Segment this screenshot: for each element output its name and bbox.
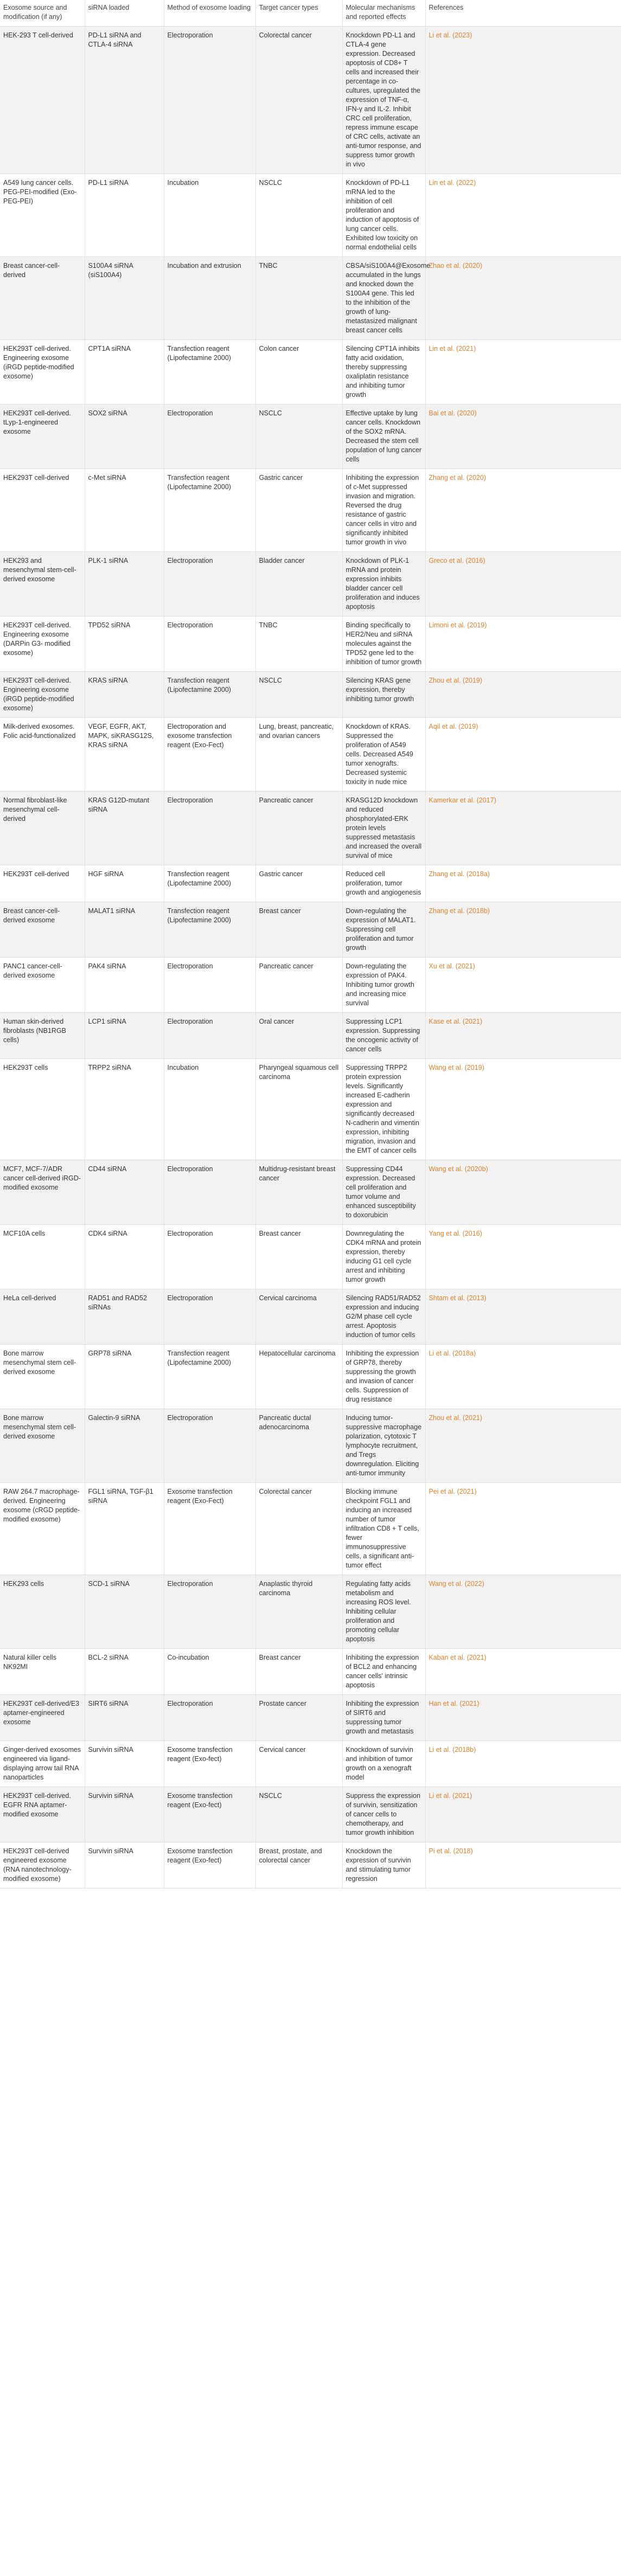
table-row <box>0 469 621 552</box>
reference-link[interactable]: Zhou et al. (2019) <box>425 672 621 718</box>
loading-method-cell: Electroporation <box>164 1409 255 1483</box>
loading-method-cell: Electroporation <box>164 616 255 672</box>
reference-link[interactable]: Kaban et al. (2021) <box>425 1649 621 1695</box>
loading-method-cell: Incubation <box>164 1059 255 1160</box>
table-body <box>0 27 621 1888</box>
table-row <box>0 1059 621 1160</box>
reference-link[interactable]: Kamerkar et al. (2017) <box>425 792 621 865</box>
sirna-cell: MALAT1 siRNA <box>85 902 164 958</box>
table-row <box>0 902 621 958</box>
mechanism-cell: Regulating fatty acids metabolism and increasing ROS level. Inhibiting cellular proliferation and promoting cellular apoptosis <box>342 1575 425 1649</box>
mechanism-cell: Inhibiting the expression of c-Met suppressed invasion and migration. Reversed the drug resistance of gastric cancer cells in vitro and significantly inhibited tumor growth in vivo <box>342 469 425 552</box>
mechanism-cell: Knockdown of survivin and inhibition of tumor growth on a xenograft model <box>342 1741 425 1787</box>
sirna-cell: Survivin siRNA <box>85 1842 164 1888</box>
mechanism-cell: Suppress the expression of survivin, sensitization of cancer cells to chemotherapy, and tumor growth inhibition <box>342 1787 425 1842</box>
loading-method-cell: Transfection reagent (Lipofectamine 2000) <box>164 672 255 718</box>
table-row <box>0 1842 621 1888</box>
exosome-source-cell: Bone marrow mesenchymal stem cell-derived exosome <box>0 1345 85 1409</box>
mechanism-cell: KRASG12D knockdown and reduced phosphorylated-ERK protein levels suppressed metastasis and increased the overall survival of mice <box>342 792 425 865</box>
sirna-cell: TRPP2 siRNA <box>85 1059 164 1160</box>
reference-link[interactable]: Lin et al. (2022) <box>425 174 621 257</box>
table-row <box>0 27 621 174</box>
header-loading-method: Method of exosome loading <box>164 0 255 27</box>
loading-method-cell: Electroporation <box>164 1575 255 1649</box>
table-row <box>0 1741 621 1787</box>
target-cancer-cell: Pancreatic ductal adenocarcinoma <box>255 1409 342 1483</box>
exosome-source-cell: RAW 264.7 macrophage-derived. Engineering exosome (cRGD peptide-modified exosome) <box>0 1483 85 1575</box>
sirna-cell: HGF siRNA <box>85 865 164 902</box>
mechanism-cell: Silencing KRAS gene expression, thereby inhibiting tumor growth <box>342 672 425 718</box>
target-cancer-cell: Lung, breast, pancreatic, and ovarian cancers <box>255 718 342 792</box>
loading-method-cell: Electroporation <box>164 792 255 865</box>
mechanism-cell: Down-regulating the expression of MALAT1. Suppressing cell proliferation and tumor growth <box>342 902 425 958</box>
mechanism-cell: Inhibiting the expression of SIRT6 and suppressing tumor growth and metastasis <box>342 1695 425 1741</box>
exosome-source-cell: A549 lung cancer cells. PEG-PEI-modified (Exo-PEG-PEI) <box>0 174 85 257</box>
table-row <box>0 792 621 865</box>
sirna-cell: GRP78 siRNA <box>85 1345 164 1409</box>
loading-method-cell: Exosome transfection reagent (Exo-fect) <box>164 1842 255 1888</box>
sirna-cell: Galectin-9 siRNA <box>85 1409 164 1483</box>
reference-link[interactable]: Pi et al. (2018) <box>425 1842 621 1888</box>
sirna-cell: CPT1A siRNA <box>85 340 164 404</box>
table-row <box>0 404 621 469</box>
mechanism-cell: Silencing RAD51/RAD52 expression and inducing G2/M phase cell cycle arrest. Apoptosis induction of tumor cells <box>342 1289 425 1345</box>
target-cancer-cell: Cervical carcinoma <box>255 1289 342 1345</box>
mechanism-cell: Knockdown the expression of survivin and stimulating tumor regression <box>342 1842 425 1888</box>
target-cancer-cell: Breast, prostate, and colorectal cancer <box>255 1842 342 1888</box>
reference-link[interactable]: Zhang et al. (2018b) <box>425 902 621 958</box>
mechanism-cell: Down-regulating the expression of PAK4. Inhibiting tumor growth and increasing mice survival <box>342 958 425 1013</box>
exosome-source-cell: HEK293T cells <box>0 1059 85 1160</box>
exosome-source-cell: Bone marrow mesenchymal stem cell-derived exosome <box>0 1409 85 1483</box>
target-cancer-cell: TNBC <box>255 257 342 340</box>
loading-method-cell: Exosome transfection reagent (Exo-fect) <box>164 1787 255 1842</box>
loading-method-cell: Co-incubation <box>164 1649 255 1695</box>
mechanism-cell: Knockdown PD-L1 and CTLA-4 gene expression. Decreased apoptosis of CD8+ T cells and increased their percentage in co-cultures, upregulated the expression of TNF-α, IFN-γ and IL-2. Inhibit CRC cell proliferation, repress immune escape of CRC cells, activate an anti-tumor response, and suppress tumor growth in vivo <box>342 27 425 174</box>
mechanism-cell: Reduced cell proliferation, tumor growth and angiogenesis <box>342 865 425 902</box>
target-cancer-cell: TNBC <box>255 616 342 672</box>
exosome-source-cell: HEK293T cell-derived. Engineering exosome (iRGD peptide-modified exosome) <box>0 672 85 718</box>
target-cancer-cell: Pharyngeal squamous cell carcinoma <box>255 1059 342 1160</box>
target-cancer-cell: Multidrug-resistant breast cancer <box>255 1160 342 1225</box>
loading-method-cell: Transfection reagent (Lipofectamine 2000) <box>164 469 255 552</box>
mechanism-cell: Silencing CPT1A inhibits fatty acid oxidation, thereby suppressing oxaliplatin resistance and inhibiting tumor growth <box>342 340 425 404</box>
reference-link[interactable]: Limoni et al. (2019) <box>425 616 621 672</box>
table-row <box>0 1649 621 1695</box>
reference-link[interactable]: Greco et al. (2016) <box>425 552 621 616</box>
exosome-source-cell: HeLa cell-derived <box>0 1289 85 1345</box>
target-cancer-cell: NSCLC <box>255 1787 342 1842</box>
loading-method-cell: Incubation and extrusion <box>164 257 255 340</box>
table-row <box>0 958 621 1013</box>
loading-method-cell: Transfection reagent (Lipofectamine 2000) <box>164 865 255 902</box>
exosome-source-cell: MCF7, MCF-7/ADR cancer cell-derived iRGD-modified exosome <box>0 1160 85 1225</box>
sirna-cell: KRAS G12D-mutant siRNA <box>85 792 164 865</box>
target-cancer-cell: Prostate cancer <box>255 1695 342 1741</box>
sirna-cell: TPD52 siRNA <box>85 616 164 672</box>
target-cancer-cell: NSCLC <box>255 174 342 257</box>
target-cancer-cell: Hepatocellular carcinoma <box>255 1345 342 1409</box>
exosome-source-cell: HEK293T cell-derived. Engineering exosome (iRGD peptide-modified exosome) <box>0 340 85 404</box>
exosome-source-cell: HEK293T cell-derived engineered exosome (RNA nanotechnology-modified exosome) <box>0 1842 85 1888</box>
exosome-source-cell: PANC1 cancer-cell-derived exosome <box>0 958 85 1013</box>
sirna-cell: FGL1 siRNA, TGF-β1 siRNA <box>85 1483 164 1575</box>
sirna-cell: Survivin siRNA <box>85 1787 164 1842</box>
reference-link[interactable]: Li et al. (2018a) <box>425 1345 621 1409</box>
sirna-cell: KRAS siRNA <box>85 672 164 718</box>
target-cancer-cell: Oral cancer <box>255 1013 342 1059</box>
sirna-cell: SIRT6 siRNA <box>85 1695 164 1741</box>
exosome-source-cell: Milk-derived exosomes. Folic acid-functionalized <box>0 718 85 792</box>
exosome-source-cell: HEK293T cell-derived <box>0 865 85 902</box>
exosome-source-cell: MCF10A cells <box>0 1225 85 1289</box>
mechanism-cell: Suppressing CD44 expression. Decreased cell proliferation and tumor volume and enhanced susceptibility to doxorubicin <box>342 1160 425 1225</box>
reference-link[interactable]: Zhang et al. (2018a) <box>425 865 621 902</box>
table-header-row <box>0 0 621 27</box>
table-row <box>0 1160 621 1225</box>
mechanism-cell: CBSA/siS100A4@Exosome accumulated in the lungs and knocked down the S100A4 gene. This led to the inhibition of the growth of lung-metastasized malignant breast cancer cells <box>342 257 425 340</box>
table-row <box>0 1013 621 1059</box>
mechanism-cell: Blocking immune checkpoint FGL1 and inducing an increased number of tumor infiltration CD8 + T cells, fewer immunosuppressive cells, a significant anti-tumor effect <box>342 1483 425 1575</box>
target-cancer-cell: NSCLC <box>255 672 342 718</box>
loading-method-cell: Electroporation <box>164 27 255 174</box>
reference-link[interactable]: Bai et al. (2020) <box>425 404 621 469</box>
reference-link[interactable]: Zhao et al. (2020) <box>425 257 621 340</box>
loading-method-cell: Electroporation <box>164 1225 255 1289</box>
loading-method-cell: Electroporation <box>164 404 255 469</box>
reference-link[interactable]: Kase et al. (2021) <box>425 1013 621 1059</box>
target-cancer-cell: Breast cancer <box>255 1649 342 1695</box>
table-row <box>0 1289 621 1345</box>
header-mechanisms: Molecular mechanisms and reported effects <box>342 0 425 27</box>
target-cancer-cell: Anaplastic thyroid carcinoma <box>255 1575 342 1649</box>
sirna-cell: SOX2 siRNA <box>85 404 164 469</box>
target-cancer-cell: Gastric cancer <box>255 469 342 552</box>
target-cancer-cell: Pancreatic cancer <box>255 792 342 865</box>
table-row <box>0 718 621 792</box>
loading-method-cell: Electroporation <box>164 1695 255 1741</box>
exosome-source-cell: Breast cancer-cell-derived exosome <box>0 902 85 958</box>
exosome-source-cell: HEK293 and mesenchymal stem-cell-derived exosome <box>0 552 85 616</box>
sirna-cell: PD-L1 siRNA and CTLA-4 siRNA <box>85 27 164 174</box>
table-row <box>0 174 621 257</box>
exosome-source-cell: HEK-293 T cell-derived <box>0 27 85 174</box>
target-cancer-cell: Bladder cancer <box>255 552 342 616</box>
loading-method-cell: Electroporation <box>164 958 255 1013</box>
target-cancer-cell: Breast cancer <box>255 1225 342 1289</box>
target-cancer-cell: Cervical cancer <box>255 1741 342 1787</box>
reference-link[interactable]: Wang et al. (2019) <box>425 1059 621 1160</box>
sirna-cell: S100A4 siRNA (siS100A4) <box>85 257 164 340</box>
reference-link[interactable]: Lin et al. (2021) <box>425 340 621 404</box>
mechanism-cell: Inhibiting the expression of BCL2 and enhancing cancer cells' intrinsic apoptosis <box>342 1649 425 1695</box>
mechanism-cell: Knockdown of PD-L1 mRNA led to the inhibition of cell proliferation and induction of apoptosis of lung cancer cells. Exhibited low toxicity on normal endothelial cells <box>342 174 425 257</box>
mechanism-cell: Suppressing TRPP2 protein expression levels. Significantly increased E-cadherin expression and significantly decreased N-cadherin and vimentin expression, inhibiting migration, invasion and the EMT of cancer cells <box>342 1059 425 1160</box>
exosome-source-cell: Normal fibroblast-like mesenchymal cell-derived <box>0 792 85 865</box>
table-row <box>0 552 621 616</box>
reference-link[interactable]: Pei et al. (2021) <box>425 1483 621 1575</box>
mechanism-cell: Inhibiting the expression of GRP78, thereby suppressing the growth and invasion of cancer cells. Suppression of drug resistance <box>342 1345 425 1409</box>
loading-method-cell: Exosome transfection reagent (Exo-Fect) <box>164 1483 255 1575</box>
sirna-cell: PAK4 siRNA <box>85 958 164 1013</box>
sirna-cell: CD44 siRNA <box>85 1160 164 1225</box>
loading-method-cell: Incubation <box>164 174 255 257</box>
mechanism-cell: Inducing tumor-suppressive macrophage polarization, cytotoxic T lymphocyte recruitment, and Tregs downregulation. Eliciting anti-tumor immunity <box>342 1409 425 1483</box>
mechanism-cell: Suppressing LCP1 expression. Suppressing the oncogenic activity of cancer cells <box>342 1013 425 1059</box>
header-sirna-loaded: siRNA loaded <box>85 0 164 27</box>
table-row <box>0 1225 621 1289</box>
reference-link[interactable]: Zhang et al. (2020) <box>425 469 621 552</box>
reference-link[interactable]: Aqil et al. (2019) <box>425 718 621 792</box>
mechanism-cell: Downregulating the CDK4 mRNA and protein expression, thereby inducing G1 cell cycle arrest and inhibiting tumor growth <box>342 1225 425 1289</box>
target-cancer-cell: Breast cancer <box>255 902 342 958</box>
sirna-cell: LCP1 siRNA <box>85 1013 164 1059</box>
table-row <box>0 1787 621 1842</box>
loading-method-cell: Transfection reagent (Lipofectamine 2000) <box>164 1345 255 1409</box>
exosome-source-cell: HEK293T cell-derived. Engineering exosome (DARPin G3- modified exosome) <box>0 616 85 672</box>
loading-method-cell: Electroporation <box>164 1160 255 1225</box>
reference-link[interactable]: Li et al. (2021) <box>425 1787 621 1842</box>
exosome-source-cell: Breast cancer-cell-derived <box>0 257 85 340</box>
loading-method-cell: Electroporation <box>164 552 255 616</box>
loading-method-cell: Electroporation and exosome transfection reagent (Exo-Fect) <box>164 718 255 792</box>
table-row <box>0 865 621 902</box>
reference-link[interactable]: Li et al. (2018b) <box>425 1741 621 1787</box>
table-row <box>0 340 621 404</box>
header-references: References <box>425 0 621 27</box>
loading-method-cell: Exosome transfection reagent (Exo-fect) <box>164 1741 255 1787</box>
exosome-source-cell: HEK293T cell-derived. EGFR RNA aptamer-modified exosome <box>0 1787 85 1842</box>
sirna-cell: c-Met siRNA <box>85 469 164 552</box>
sirna-cell: PLK-1 siRNA <box>85 552 164 616</box>
sirna-cell: Survivin siRNA <box>85 1741 164 1787</box>
table-row <box>0 1409 621 1483</box>
reference-link[interactable]: Shtam et al. (2013) <box>425 1289 621 1345</box>
sirna-cell: SCD-1 siRNA <box>85 1575 164 1649</box>
header-target-cancer: Target cancer types <box>255 0 342 27</box>
sirna-cell: PD-L1 siRNA <box>85 174 164 257</box>
table-row <box>0 1345 621 1409</box>
reference-link[interactable]: Li et al. (2023) <box>425 27 621 174</box>
reference-link[interactable]: Xu et al. (2021) <box>425 958 621 1013</box>
table-row <box>0 1575 621 1649</box>
sirna-cell: VEGF, EGFR, AKT, MAPK, siKRASG12S, KRAS siRNA <box>85 718 164 792</box>
exosome-source-cell: Natural killer cells NK92MI <box>0 1649 85 1695</box>
loading-method-cell: Electroporation <box>164 1013 255 1059</box>
exosome-source-cell: Ginger-derived exosomes engineered via ligand-displaying arrow tail RNA nanoparticles <box>0 1741 85 1787</box>
target-cancer-cell: Colorectal cancer <box>255 27 342 174</box>
table-row <box>0 616 621 672</box>
header-exosome-source: Exosome source and modification (if any) <box>0 0 85 27</box>
target-cancer-cell: Pancreatic cancer <box>255 958 342 1013</box>
exosome-source-cell: HEK293 cells <box>0 1575 85 1649</box>
sirna-cell: BCL-2 siRNA <box>85 1649 164 1695</box>
target-cancer-cell: Colorectal cancer <box>255 1483 342 1575</box>
mechanism-cell: Knockdown of PLK-1 mRNA and protein expression inhibits bladder cancer cell proliferation and induces apoptosis <box>342 552 425 616</box>
loading-method-cell: Transfection reagent (Lipofectamine 2000) <box>164 902 255 958</box>
loading-method-cell: Transfection reagent (Lipofectamine 2000) <box>164 340 255 404</box>
sirna-cell: RAD51 and RAD52 siRNAs <box>85 1289 164 1345</box>
target-cancer-cell: Gastric cancer <box>255 865 342 902</box>
reference-link[interactable]: Han et al. (2021) <box>425 1695 621 1741</box>
sirna-cell: CDK4 siRNA <box>85 1225 164 1289</box>
target-cancer-cell: NSCLC <box>255 404 342 469</box>
reference-link[interactable]: Zhou et al. (2021) <box>425 1409 621 1483</box>
reference-link[interactable]: Wang et al. (2020b) <box>425 1160 621 1225</box>
mechanism-cell: Knockdown of KRAS. Suppressed the proliferation of A549 cells. Decreased A549 tumor xenografts. Decreased systemic toxicity in nude mice <box>342 718 425 792</box>
exosome-source-cell: HEK293T cell-derived <box>0 469 85 552</box>
exosome-source-cell: HEK293T cell-derived. tLyp-1-engineered exosome <box>0 404 85 469</box>
target-cancer-cell: Colon cancer <box>255 340 342 404</box>
reference-link[interactable]: Yang et al. (2016) <box>425 1225 621 1289</box>
mechanism-cell: Binding specifically to HER2/Neu and siRNA molecules against the TPD52 gene led to the inhibition of tumor growth <box>342 616 425 672</box>
exosome-source-cell: Human skin-derived fibroblasts (NB1RGB cells) <box>0 1013 85 1059</box>
table-row <box>0 1695 621 1741</box>
table-row <box>0 257 621 340</box>
loading-method-cell: Electroporation <box>164 1289 255 1345</box>
exosome-source-cell: HEK293T cell-derived/E3 aptamer-engineered exosome <box>0 1695 85 1741</box>
table-row <box>0 672 621 718</box>
mechanism-cell: Effective uptake by lung cancer cells. Knockdown of the SOX2 mRNA. Decreased the stem cell population of lung cancer cells <box>342 404 425 469</box>
reference-link[interactable]: Wang et al. (2022) <box>425 1575 621 1649</box>
table-row <box>0 1483 621 1575</box>
